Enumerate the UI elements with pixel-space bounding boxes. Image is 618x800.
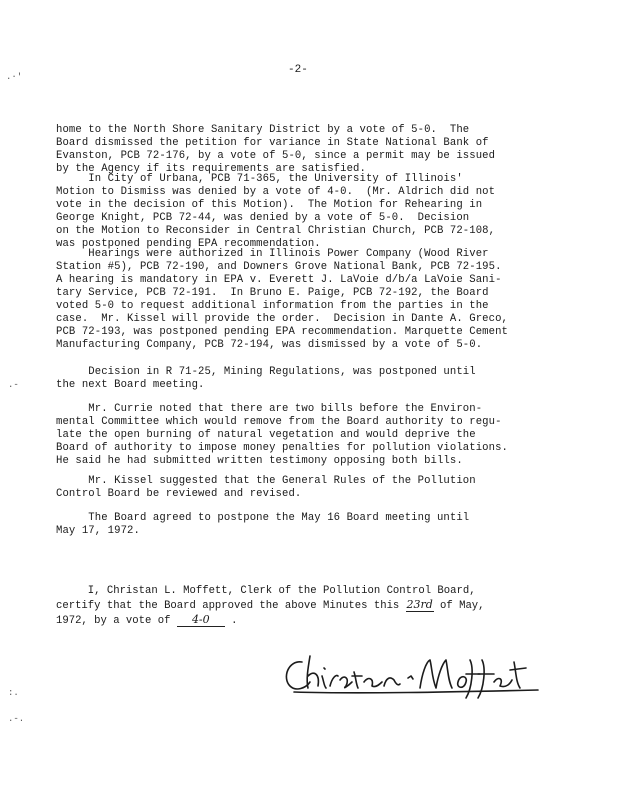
margin-mark: .- [8,380,19,390]
margin-mark: :. [8,688,19,698]
certification-line-1: I, Christan L. Moffett, Clerk of the Pollution Control Board, [56,585,476,597]
minutes-paragraph-3: Hearings were authorized in Illinois Power Company (Wood River Station #5), PCB 72-190, and Downers Grove National Bank, PCB 72-195. A hearing is mandatory in EPA v. Everett J. LaVoie d/b/a LaVoie Sani- tary Service, PCB 72-191. In Bruno E. Paige, PCB 72-192, the Board voted 5-0 to request additional information from the parties in the case. Mr. Kissel will provide the order. Decision in Dante A. Greco, PCB 72-193, was postponed pending EPA recommendation. Marquette Cement Manufacturing Company, PCB 72-194, was dismissed by a vote of 5-0. [56,248,509,351]
certification-line-3-start: 1972, by a vote of [56,615,177,627]
minutes-paragraph-2: In City of Urbana, PCB 71-365, the University of Illinois' Motion to Dismiss was denied by a vote of 4-0. (Mr. Aldrich did not vote in the decision of this Motion). The Motion for Rehearing in George Knight, PCB 72-44, was denied by a vote of 5-0. Decision on the Motion to Reconsider in Central Christian Church, PCB 72-108, was postponed pending EPA recommendation. [56,173,496,250]
handwritten-day: 23rd [406,598,433,611]
minutes-paragraph-7: The Board agreed to postpone the May 16 Board meeting until May 17, 1972. [56,512,470,537]
handwritten-vote: 4-0 [177,613,225,627]
page-number: -2- [288,64,308,76]
margin-mark: .·' [6,72,23,82]
minutes-paragraph-1: home to the North Shore Sanitary District by a vote of 5-0. The Board dismissed the petition for variance in State National Bank of Evanston, PCB 72-176, by a vote of 5-0, since a permit may be issued by the Agency if its requirements are satisfied. [56,124,496,175]
minutes-paragraph-5: Mr. Currie noted that there are two bills before the Environ- mental Committee which would remove from the Board authority to regu- late the open burning of natural vegetation and would deprive the Board of authority to impose money penalties for pollution violations. He said he had submitted written testimony opposing both bills. [56,403,509,467]
minutes-paragraph-6: Mr. Kissel suggested that the General Rules of the Pollution Control Board be reviewed and revised. [56,475,476,500]
certification-line-3-end: . [224,615,238,627]
margin-mark: .-. [8,714,25,724]
minutes-paragraph-4: Decision in R 71-25, Mining Regulations, was postponed until the next Board meeting. [56,366,476,391]
clerk-certification [56,585,566,628]
certification-line-2-end: of May, [433,600,485,612]
certification-line-2-start: certify that the Board approved the above Minutes this [56,600,406,612]
clerk-signature [280,648,542,700]
